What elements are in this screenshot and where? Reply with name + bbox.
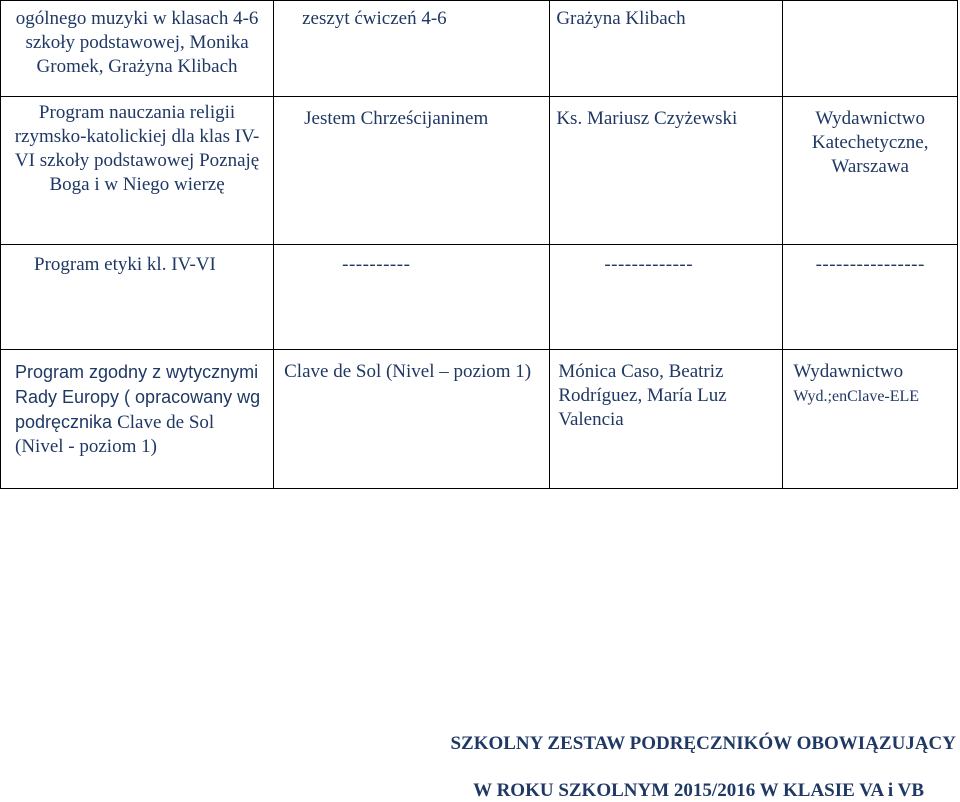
subject-text-level: (Nivel - poziom 1) [15,436,157,457]
author-cell [550,350,783,489]
table-row [1,245,958,350]
author-text: Grażyna Klibach [556,8,686,29]
title-text: Clave de Sol (Nivel – poziom 1) [284,361,532,382]
author-text: Ks. Mariusz Czyżewski [556,108,738,129]
title-text: ---------- [342,254,411,275]
title-cell [274,350,550,489]
subject-text-clave: Clave de Sol [117,412,215,433]
title-cell [274,1,550,97]
document-heading-line2: W ROKU SZKOLNYM 2015/2016 W KLASIE VA i VB [473,780,924,801]
subject-text: Program zgodny z wytycznymi Rady Europy ( opracowany wg podręcznika [15,362,261,432]
publisher-text: Wydawnictwo Katechetyczne, Warszawa [811,108,929,177]
author-cell [550,97,783,245]
publisher-text: ---------------- [815,254,925,275]
table-row [1,1,958,97]
author-cell [550,1,783,97]
publisher-cell [783,350,958,489]
author-cell [550,245,783,350]
table-row [1,350,958,489]
publisher-cell [783,245,958,350]
subject-cell [1,1,274,97]
publisher-cell [783,1,958,97]
title-cell [274,97,550,245]
table-row [1,97,958,245]
publisher-cell [783,97,958,245]
publisher-text-2: Wyd.;enClave-ELE [793,388,920,405]
subject-text: Program nauczania religii rzymsko-katolickiej dla klas IV- VI szkoły podstawowej Poznaję Boga i w Niego wierzę [14,102,260,195]
publisher-text: Wydawnictwo [793,361,904,382]
subject-cell [1,245,274,350]
subject-text: Program etyki kl. IV-VI [34,254,216,275]
author-text: ------------- [604,254,694,275]
title-cell [274,245,550,350]
document-heading-line1: SZKOLNY ZESTAW PODRĘCZNIKÓW OBOWIĄZUJĄCY [450,733,956,754]
subject-cell [1,97,274,245]
subject-cell [1,350,274,489]
subject-text: ogólnego muzyki w klasach 4-6 szkoły podstawowej, Monika Gromek, Grażyna Klibach [15,8,259,77]
author-text: Mónica Caso, Beatriz Rodríguez, María Luz Valencia [558,361,727,430]
title-text: zeszyt ćwiczeń 4-6 [302,8,447,29]
title-text: Jestem Chrześcijaninem [304,108,489,129]
